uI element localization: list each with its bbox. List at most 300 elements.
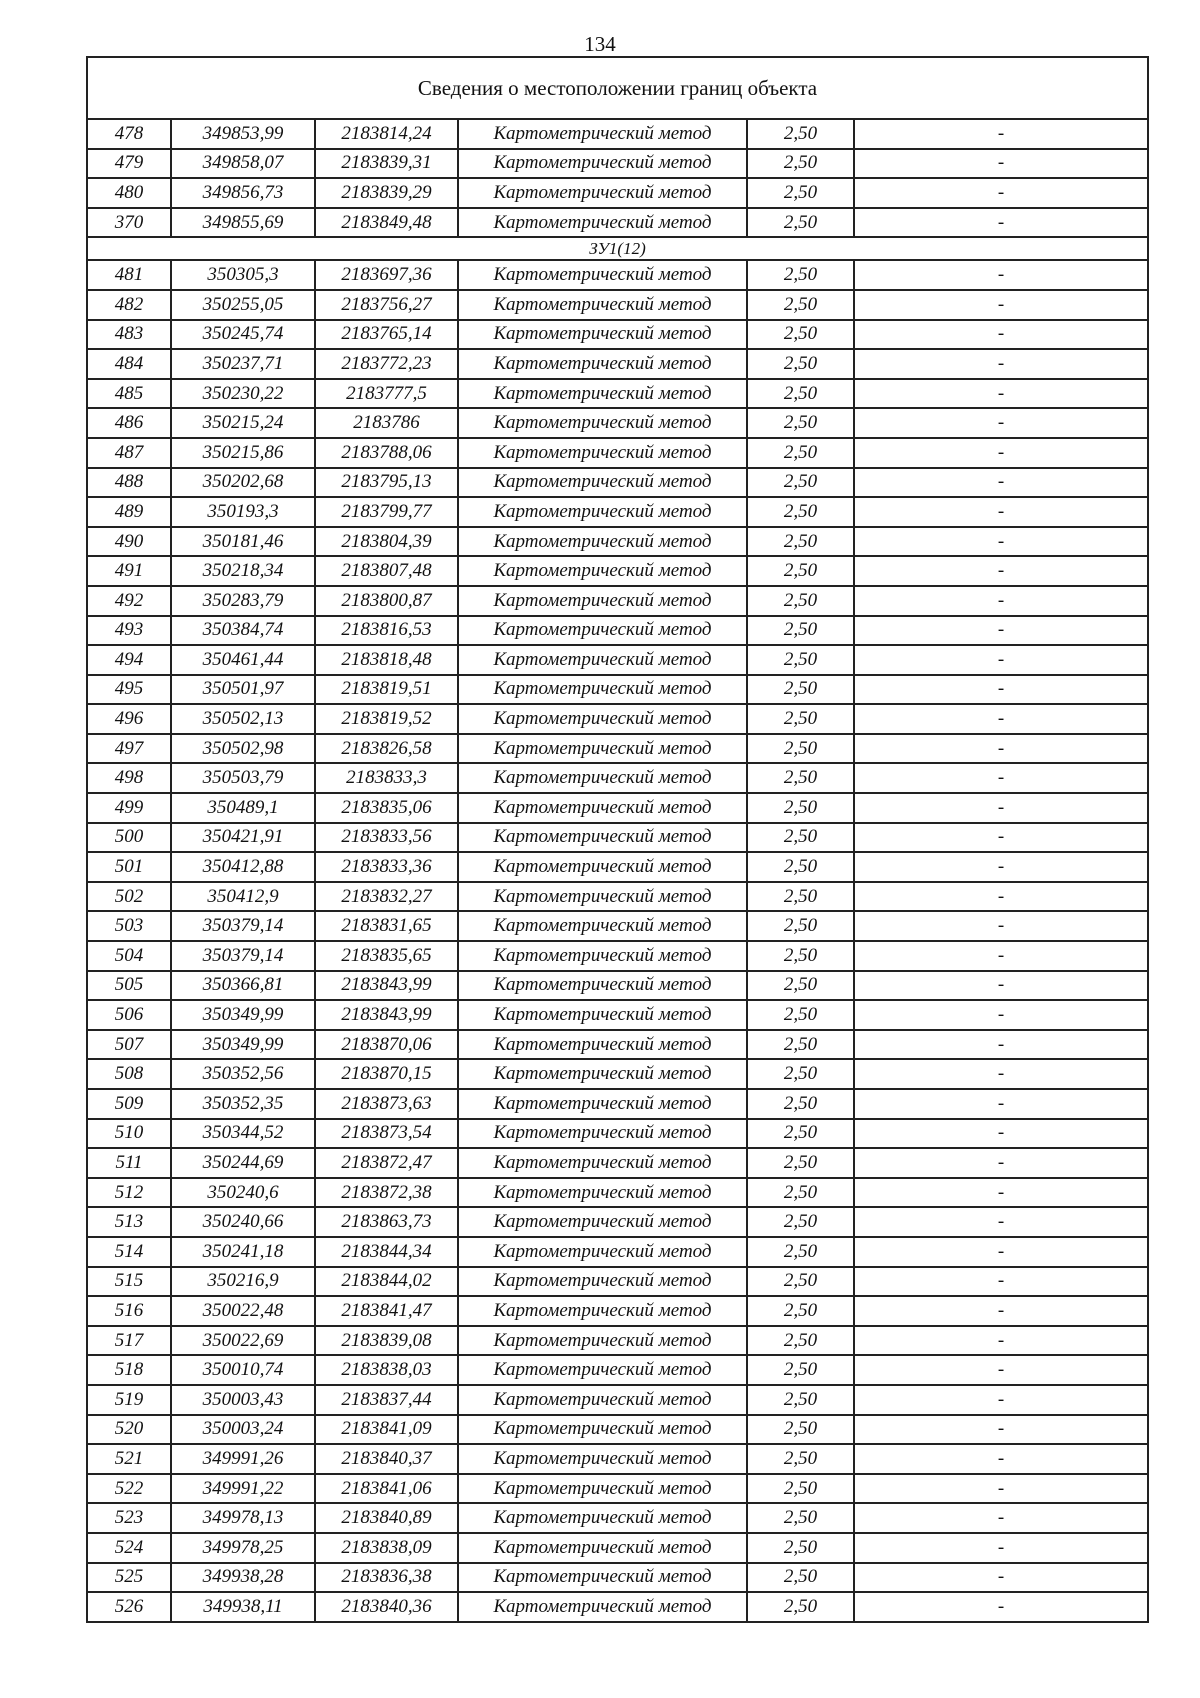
cell-description: - [854, 320, 1148, 350]
cell-description: - [854, 1030, 1148, 1060]
cell-description: - [854, 1267, 1148, 1297]
cell-method: Картометрический метод [458, 1533, 747, 1563]
cell-description: - [854, 1444, 1148, 1474]
cell-coord-y: 2183800,87 [315, 586, 458, 616]
table-row [87, 734, 1148, 764]
table-row [87, 379, 1148, 409]
cell-accuracy: 2,50 [747, 527, 854, 557]
cell-method: Картометрический метод [458, 1326, 747, 1356]
cell-coord-y: 2183835,65 [315, 941, 458, 971]
table-row [87, 1355, 1148, 1385]
cell-method: Картометрический метод [458, 349, 747, 379]
table-row [87, 1030, 1148, 1060]
cell-accuracy: 2,50 [747, 911, 854, 941]
cell-accuracy: 2,50 [747, 1503, 854, 1533]
cell-description: - [854, 1355, 1148, 1385]
cell-method: Картометрический метод [458, 1237, 747, 1267]
cell-accuracy: 2,50 [747, 1326, 854, 1356]
cell-accuracy: 2,50 [747, 704, 854, 734]
section-label: ЗУ1(12) [87, 237, 1148, 260]
cell-description: - [854, 675, 1148, 705]
cell-accuracy: 2,50 [747, 763, 854, 793]
cell-description: - [854, 349, 1148, 379]
table-row [87, 645, 1148, 675]
cell-coord-x: 350255,05 [171, 290, 315, 320]
cell-coord-y: 2183870,15 [315, 1059, 458, 1089]
cell-point-number: 496 [87, 704, 171, 734]
cell-point-number: 524 [87, 1533, 171, 1563]
cell-point-number: 513 [87, 1207, 171, 1237]
table-row [87, 468, 1148, 498]
cell-accuracy: 2,50 [747, 1415, 854, 1445]
cell-point-number: 505 [87, 971, 171, 1001]
table-row [87, 763, 1148, 793]
cell-accuracy: 2,50 [747, 556, 854, 586]
table-row [87, 852, 1148, 882]
cell-method: Картометрический метод [458, 1385, 747, 1415]
cell-coord-x: 350003,43 [171, 1385, 315, 1415]
cell-point-number: 490 [87, 527, 171, 557]
cell-coord-x: 350237,71 [171, 349, 315, 379]
cell-description: - [854, 1000, 1148, 1030]
cell-point-number: 518 [87, 1355, 171, 1385]
cell-method: Картометрический метод [458, 763, 747, 793]
cell-point-number: 480 [87, 178, 171, 208]
cell-method: Картометрический метод [458, 1503, 747, 1533]
cell-method: Картометрический метод [458, 208, 747, 238]
cell-accuracy: 2,50 [747, 1059, 854, 1089]
cell-description: - [854, 1503, 1148, 1533]
table-row [87, 208, 1148, 238]
cell-method: Картометрический метод [458, 1355, 747, 1385]
cell-point-number: 514 [87, 1237, 171, 1267]
table-row [87, 320, 1148, 350]
cell-method: Картометрический метод [458, 1296, 747, 1326]
cell-accuracy: 2,50 [747, 1148, 854, 1178]
cell-description: - [854, 1237, 1148, 1267]
cell-method: Картометрический метод [458, 260, 747, 290]
cell-description: - [854, 1563, 1148, 1593]
cell-coord-y: 2183840,37 [315, 1444, 458, 1474]
table-row [87, 260, 1148, 290]
cell-accuracy: 2,50 [747, 1089, 854, 1119]
cell-accuracy: 2,50 [747, 438, 854, 468]
cell-coord-y: 2183756,27 [315, 290, 458, 320]
cell-coord-y: 2183765,14 [315, 320, 458, 350]
boundary-coordinates-table [86, 56, 1149, 1623]
cell-method: Картометрический метод [458, 1415, 747, 1445]
cell-accuracy: 2,50 [747, 645, 854, 675]
cell-coord-x: 350352,35 [171, 1089, 315, 1119]
table-row [87, 1119, 1148, 1149]
table-row [87, 911, 1148, 941]
cell-method: Картометрический метод [458, 911, 747, 941]
table-row [87, 349, 1148, 379]
cell-accuracy: 2,50 [747, 941, 854, 971]
cell-coord-x: 349855,69 [171, 208, 315, 238]
cell-coord-x: 350503,79 [171, 763, 315, 793]
cell-coord-y: 2183697,36 [315, 260, 458, 290]
cell-description: - [854, 556, 1148, 586]
cell-coord-x: 350501,97 [171, 675, 315, 705]
cell-method: Картометрический метод [458, 408, 747, 438]
cell-coord-y: 2183818,48 [315, 645, 458, 675]
cell-coord-x: 350352,56 [171, 1059, 315, 1089]
table-row [87, 556, 1148, 586]
cell-accuracy: 2,50 [747, 1444, 854, 1474]
cell-accuracy: 2,50 [747, 290, 854, 320]
cell-coord-y: 2183836,38 [315, 1563, 458, 1593]
cell-method: Картометрический метод [458, 119, 747, 149]
cell-coord-x: 350379,14 [171, 911, 315, 941]
cell-coord-y: 2183833,56 [315, 823, 458, 853]
cell-coord-x: 349853,99 [171, 119, 315, 149]
cell-coord-x: 349938,11 [171, 1592, 315, 1622]
cell-description: - [854, 1592, 1148, 1622]
cell-coord-y: 2183816,53 [315, 616, 458, 646]
cell-coord-x: 350421,91 [171, 823, 315, 853]
table-row [87, 1533, 1148, 1563]
table-row [87, 119, 1148, 149]
cell-point-number: 510 [87, 1119, 171, 1149]
cell-coord-x: 350202,68 [171, 468, 315, 498]
cell-point-number: 487 [87, 438, 171, 468]
cell-point-number: 498 [87, 763, 171, 793]
cell-description: - [854, 379, 1148, 409]
cell-method: Картометрический метод [458, 527, 747, 557]
cell-description: - [854, 1089, 1148, 1119]
cell-point-number: 509 [87, 1089, 171, 1119]
cell-method: Картометрический метод [458, 178, 747, 208]
cell-description: - [854, 645, 1148, 675]
cell-point-number: 501 [87, 852, 171, 882]
cell-coord-x: 350349,99 [171, 1000, 315, 1030]
cell-coord-y: 2183839,08 [315, 1326, 458, 1356]
cell-coord-y: 2183804,39 [315, 527, 458, 557]
cell-description: - [854, 734, 1148, 764]
cell-accuracy: 2,50 [747, 379, 854, 409]
cell-coord-x: 350366,81 [171, 971, 315, 1001]
cell-description: - [854, 793, 1148, 823]
cell-point-number: 488 [87, 468, 171, 498]
cell-accuracy: 2,50 [747, 178, 854, 208]
cell-accuracy: 2,50 [747, 586, 854, 616]
table-row [87, 1444, 1148, 1474]
cell-accuracy: 2,50 [747, 823, 854, 853]
cell-accuracy: 2,50 [747, 1030, 854, 1060]
cell-method: Картометрический метод [458, 734, 747, 764]
cell-coord-y: 2183786 [315, 408, 458, 438]
cell-point-number: 486 [87, 408, 171, 438]
cell-coord-y: 2183814,24 [315, 119, 458, 149]
cell-accuracy: 2,50 [747, 1355, 854, 1385]
table-row [87, 149, 1148, 179]
cell-accuracy: 2,50 [747, 320, 854, 350]
cell-point-number: 479 [87, 149, 171, 179]
cell-accuracy: 2,50 [747, 1119, 854, 1149]
cell-point-number: 502 [87, 882, 171, 912]
cell-method: Картометрический метод [458, 379, 747, 409]
cell-coord-x: 349978,25 [171, 1533, 315, 1563]
cell-coord-x: 349978,13 [171, 1503, 315, 1533]
cell-coord-x: 350215,86 [171, 438, 315, 468]
cell-point-number: 493 [87, 616, 171, 646]
cell-coord-x: 350216,9 [171, 1267, 315, 1297]
cell-description: - [854, 468, 1148, 498]
table-row [87, 1267, 1148, 1297]
table-row [87, 1474, 1148, 1504]
cell-coord-y: 2183838,09 [315, 1533, 458, 1563]
cell-accuracy: 2,50 [747, 616, 854, 646]
cell-coord-x: 349991,26 [171, 1444, 315, 1474]
cell-coord-x: 350384,74 [171, 616, 315, 646]
cell-accuracy: 2,50 [747, 734, 854, 764]
cell-point-number: 512 [87, 1178, 171, 1208]
table-body [87, 57, 1148, 1622]
cell-accuracy: 2,50 [747, 971, 854, 1001]
cell-coord-y: 2183841,47 [315, 1296, 458, 1326]
cell-point-number: 481 [87, 260, 171, 290]
cell-coord-y: 2183826,58 [315, 734, 458, 764]
cell-point-number: 515 [87, 1267, 171, 1297]
cell-accuracy: 2,50 [747, 793, 854, 823]
cell-point-number: 497 [87, 734, 171, 764]
cell-point-number: 500 [87, 823, 171, 853]
cell-description: - [854, 260, 1148, 290]
cell-point-number: 503 [87, 911, 171, 941]
cell-point-number: 484 [87, 349, 171, 379]
cell-point-number: 482 [87, 290, 171, 320]
cell-method: Картометрический метод [458, 1119, 747, 1149]
cell-coord-y: 2183873,54 [315, 1119, 458, 1149]
cell-coord-y: 2183819,51 [315, 675, 458, 705]
cell-coord-x: 350241,18 [171, 1237, 315, 1267]
cell-description: - [854, 1059, 1148, 1089]
table-row [87, 1296, 1148, 1326]
table-row [87, 823, 1148, 853]
table-row [87, 616, 1148, 646]
cell-method: Картометрический метод [458, 971, 747, 1001]
cell-description: - [854, 852, 1148, 882]
table-row [87, 675, 1148, 705]
cell-coord-x: 350344,52 [171, 1119, 315, 1149]
table-row [87, 1237, 1148, 1267]
cell-description: - [854, 438, 1148, 468]
cell-method: Картометрический метод [458, 823, 747, 853]
cell-accuracy: 2,50 [747, 408, 854, 438]
cell-coord-y: 2183837,44 [315, 1385, 458, 1415]
cell-coord-y: 2183772,23 [315, 349, 458, 379]
cell-accuracy: 2,50 [747, 497, 854, 527]
cell-accuracy: 2,50 [747, 882, 854, 912]
cell-point-number: 492 [87, 586, 171, 616]
table-row [87, 586, 1148, 616]
cell-point-number: 485 [87, 379, 171, 409]
cell-description: - [854, 1178, 1148, 1208]
cell-description: - [854, 1119, 1148, 1149]
table-row [87, 793, 1148, 823]
table-row [87, 971, 1148, 1001]
table-row [87, 178, 1148, 208]
cell-coord-y: 2183843,99 [315, 1000, 458, 1030]
cell-accuracy: 2,50 [747, 1474, 854, 1504]
cell-coord-x: 350230,22 [171, 379, 315, 409]
cell-point-number: 506 [87, 1000, 171, 1030]
table-row [87, 1385, 1148, 1415]
cell-description: - [854, 1207, 1148, 1237]
table-row [87, 941, 1148, 971]
cell-coord-y: 2183872,47 [315, 1148, 458, 1178]
cell-point-number: 489 [87, 497, 171, 527]
cell-description: - [854, 911, 1148, 941]
boundary-table-frame [86, 56, 1147, 1623]
cell-description: - [854, 1326, 1148, 1356]
cell-accuracy: 2,50 [747, 675, 854, 705]
table-row [87, 1089, 1148, 1119]
cell-description: - [854, 882, 1148, 912]
cell-coord-y: 2183799,77 [315, 497, 458, 527]
cell-coord-y: 2183872,38 [315, 1178, 458, 1208]
cell-accuracy: 2,50 [747, 1563, 854, 1593]
section-label-row [87, 237, 1148, 260]
cell-method: Картометрический метод [458, 1474, 747, 1504]
table-row [87, 1326, 1148, 1356]
cell-method: Картометрический метод [458, 1059, 747, 1089]
cell-coord-x: 350022,69 [171, 1326, 315, 1356]
cell-point-number: 478 [87, 119, 171, 149]
cell-method: Картометрический метод [458, 1563, 747, 1593]
cell-accuracy: 2,50 [747, 149, 854, 179]
cell-point-number: 370 [87, 208, 171, 238]
cell-description: - [854, 763, 1148, 793]
cell-description: - [854, 1148, 1148, 1178]
cell-coord-x: 350245,74 [171, 320, 315, 350]
cell-method: Картометрический метод [458, 1207, 747, 1237]
cell-point-number: 526 [87, 1592, 171, 1622]
cell-method: Картометрический метод [458, 616, 747, 646]
cell-coord-y: 2183844,02 [315, 1267, 458, 1297]
table-row [87, 882, 1148, 912]
cell-description: - [854, 408, 1148, 438]
cell-method: Картометрический метод [458, 149, 747, 179]
cell-method: Картометрический метод [458, 1267, 747, 1297]
cell-coord-x: 350349,99 [171, 1030, 315, 1060]
cell-coord-x: 350502,98 [171, 734, 315, 764]
cell-coord-x: 349858,07 [171, 149, 315, 179]
cell-description: - [854, 290, 1148, 320]
table-row [87, 497, 1148, 527]
table-row [87, 290, 1148, 320]
cell-accuracy: 2,50 [747, 208, 854, 238]
table-row [87, 408, 1148, 438]
cell-accuracy: 2,50 [747, 468, 854, 498]
cell-point-number: 521 [87, 1444, 171, 1474]
cell-coord-x: 350305,3 [171, 260, 315, 290]
cell-method: Картометрический метод [458, 645, 747, 675]
cell-method: Картометрический метод [458, 290, 747, 320]
cell-coord-y: 2183870,06 [315, 1030, 458, 1060]
cell-accuracy: 2,50 [747, 1207, 854, 1237]
cell-coord-y: 2183841,06 [315, 1474, 458, 1504]
cell-coord-x: 350003,24 [171, 1415, 315, 1445]
cell-description: - [854, 208, 1148, 238]
cell-description: - [854, 1474, 1148, 1504]
table-title: Сведения о местоположении границ объекта [87, 57, 1148, 119]
cell-coord-y: 2183841,09 [315, 1415, 458, 1445]
cell-description: - [854, 497, 1148, 527]
cell-coord-x: 350412,88 [171, 852, 315, 882]
cell-method: Картометрический метод [458, 941, 747, 971]
cell-point-number: 523 [87, 1503, 171, 1533]
table-row [87, 704, 1148, 734]
cell-coord-y: 2183835,06 [315, 793, 458, 823]
cell-description: - [854, 149, 1148, 179]
cell-accuracy: 2,50 [747, 1592, 854, 1622]
cell-coord-x: 350240,6 [171, 1178, 315, 1208]
cell-description: - [854, 704, 1148, 734]
cell-method: Картометрический метод [458, 882, 747, 912]
cell-point-number: 517 [87, 1326, 171, 1356]
cell-coord-y: 2183838,03 [315, 1355, 458, 1385]
cell-point-number: 507 [87, 1030, 171, 1060]
cell-point-number: 511 [87, 1148, 171, 1178]
table-row [87, 438, 1148, 468]
cell-point-number: 499 [87, 793, 171, 823]
cell-coord-y: 2183843,99 [315, 971, 458, 1001]
cell-accuracy: 2,50 [747, 1267, 854, 1297]
cell-coord-y: 2183840,89 [315, 1503, 458, 1533]
table-row [87, 1503, 1148, 1533]
cell-coord-x: 350489,1 [171, 793, 315, 823]
cell-method: Картометрический метод [458, 1000, 747, 1030]
cell-coord-y: 2183844,34 [315, 1237, 458, 1267]
cell-coord-y: 2183873,63 [315, 1089, 458, 1119]
cell-coord-x: 350193,3 [171, 497, 315, 527]
cell-accuracy: 2,50 [747, 1178, 854, 1208]
cell-coord-x: 349991,22 [171, 1474, 315, 1504]
table-title-row [87, 57, 1148, 119]
cell-coord-x: 350218,34 [171, 556, 315, 586]
cell-description: - [854, 941, 1148, 971]
cell-method: Картометрический метод [458, 1030, 747, 1060]
cell-coord-y: 2183819,52 [315, 704, 458, 734]
cell-coord-y: 2183839,31 [315, 149, 458, 179]
cell-accuracy: 2,50 [747, 1237, 854, 1267]
cell-coord-y: 2183788,06 [315, 438, 458, 468]
table-row [87, 527, 1148, 557]
cell-accuracy: 2,50 [747, 1385, 854, 1415]
table-row [87, 1000, 1148, 1030]
table-row [87, 1415, 1148, 1445]
cell-point-number: 519 [87, 1385, 171, 1415]
cell-method: Картометрический метод [458, 1148, 747, 1178]
cell-accuracy: 2,50 [747, 119, 854, 149]
cell-accuracy: 2,50 [747, 852, 854, 882]
cell-method: Картометрический метод [458, 438, 747, 468]
cell-coord-x: 350461,44 [171, 645, 315, 675]
cell-method: Картометрический метод [458, 704, 747, 734]
table-row [87, 1592, 1148, 1622]
table-row [87, 1207, 1148, 1237]
cell-description: - [854, 527, 1148, 557]
cell-description: - [854, 1296, 1148, 1326]
cell-method: Картометрический метод [458, 1444, 747, 1474]
cell-accuracy: 2,50 [747, 260, 854, 290]
cell-coord-y: 2183863,73 [315, 1207, 458, 1237]
cell-point-number: 504 [87, 941, 171, 971]
cell-coord-y: 2183831,65 [315, 911, 458, 941]
cell-method: Картометрический метод [458, 497, 747, 527]
